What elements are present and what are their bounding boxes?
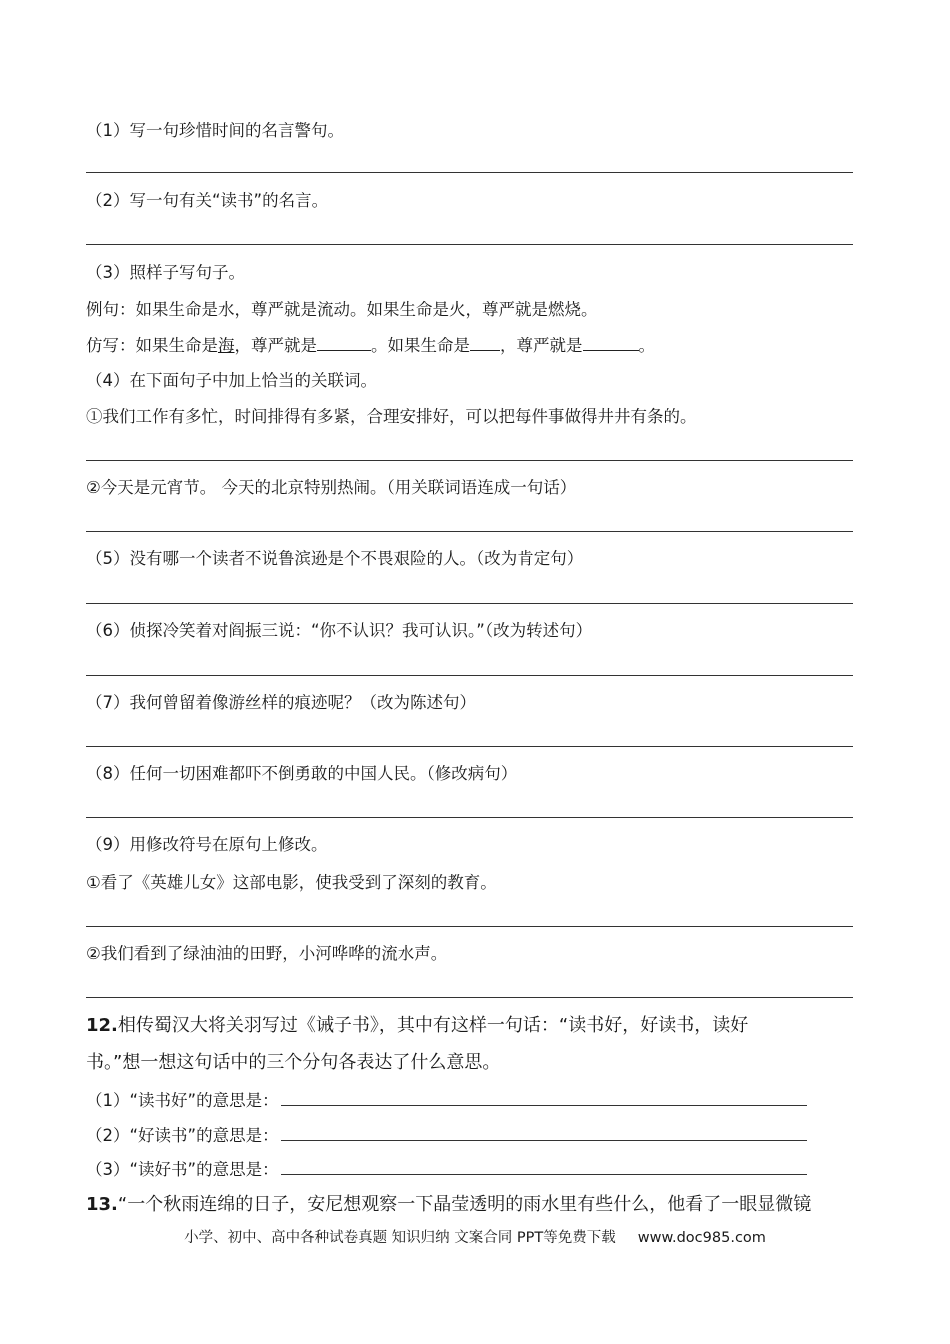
- imitation-prefix: 仿写：如果生命是: [86, 336, 218, 355]
- answer-line-6: [86, 675, 853, 676]
- imitation-blank-2[interactable]: [470, 336, 500, 351]
- sub-2-label: （2）“好读书”的意思是：: [86, 1126, 279, 1145]
- footer-text: 小学、初中、高中各种试卷真题 知识归纳 文案合同 PPT等免费下载: [184, 1230, 616, 1246]
- question-13-text-1: “一个秋雨连绵的日子，安尼想观察一下晶莹透明的雨水里有些什么，他看了一眼显微镜: [117, 1194, 812, 1215]
- answer-line-5: [86, 603, 853, 604]
- question-9-sentence-2: ②我们看到了绿油油的田野，小河哗哗的流水声。: [86, 944, 448, 963]
- question-7: （7）我何曾留着像游丝样的痕迹呢？（改为陈述句）: [86, 693, 476, 712]
- question-8: （8）任何一切困难都吓不倒勇敢的中国人民。（修改病句）: [86, 764, 518, 783]
- question-4-sentence-2: ②今天是元宵节。 今天的北京特别热闹。（用关联词语连成一句话）: [86, 478, 577, 497]
- question-9: （9）用修改符号在原句上修改。: [86, 835, 328, 854]
- answer-line-2: [86, 244, 853, 245]
- question-1: （1）写一句珍惜时间的名言警句。: [86, 121, 344, 140]
- question-3-imitation: [86, 335, 655, 357]
- imitation-word: 海: [218, 336, 235, 355]
- footer-site-link[interactable]: www.doc985.com: [637, 1230, 766, 1246]
- question-12-line-2: 书。”想一想这句话中的三个分句各表达了什么意思。: [86, 1052, 501, 1073]
- imitation-blank-1[interactable]: [317, 336, 371, 351]
- sub-1-label: （1）“读书好”的意思是：: [86, 1091, 279, 1110]
- answer-line-7: [86, 746, 853, 747]
- answer-line-9-2: [86, 997, 853, 998]
- imitation-mid-3: ，尊严就是: [500, 336, 583, 355]
- imitation-mid-1: ，尊严就是: [234, 336, 317, 355]
- question-12-text-1: 相传蜀汉大将关羽写过《诫子书》，其中有这样一句话：“读书好，好读书，读好: [117, 1015, 749, 1036]
- question-12-sub-1: [86, 1090, 807, 1112]
- sub-2-answer-line[interactable]: [281, 1126, 807, 1141]
- imitation-mid-2: 。如果生命是: [371, 336, 470, 355]
- question-5: （5）没有哪一个读者不说鲁滨逊是个不畏艰险的人。（改为肯定句）: [86, 549, 584, 568]
- question-3-example: 例句：如果生命是水，尊严就是流动。如果生命是火，尊严就是燃烧。: [86, 300, 598, 319]
- question-13-number: 13.: [86, 1194, 118, 1215]
- answer-line-4-2: [86, 531, 853, 532]
- sub-3-label: （3）“读好书”的意思是：: [86, 1160, 279, 1179]
- imitation-blank-3[interactable]: [583, 336, 639, 351]
- question-9-sentence-1: ①看了《英雄儿女》这部电影，使我受到了深刻的教育。: [86, 873, 497, 892]
- question-4-sentence-1: ①我们工作有多忙，时间排得有多紧，合理安排好，可以把每件事做得井井有条的。: [86, 407, 697, 426]
- answer-line-4-1: [86, 460, 853, 461]
- sub-3-answer-line[interactable]: [281, 1160, 807, 1175]
- answer-line-8: [86, 817, 853, 818]
- page-footer: [0, 1226, 950, 1247]
- question-12-number: 12.: [86, 1015, 118, 1036]
- question-2: （2）写一句有关“读书”的名言。: [86, 191, 329, 210]
- question-12-sub-3: [86, 1159, 807, 1181]
- question-3: （3）照样子写句子。: [86, 263, 245, 282]
- answer-line-1: [86, 172, 853, 173]
- question-12-sub-2: [86, 1125, 807, 1147]
- question-4: （4）在下面句子中加上恰当的关联词。: [86, 371, 377, 390]
- question-13-line-1: [86, 1193, 811, 1217]
- imitation-end: 。: [638, 336, 655, 355]
- question-6: （6）侦探冷笑着对阎振三说：“你不认识？我可认识。”（改为转述句）: [86, 621, 593, 640]
- sub-1-answer-line[interactable]: [281, 1091, 807, 1106]
- answer-line-9-1: [86, 926, 853, 927]
- question-12-line-1: [86, 1014, 748, 1038]
